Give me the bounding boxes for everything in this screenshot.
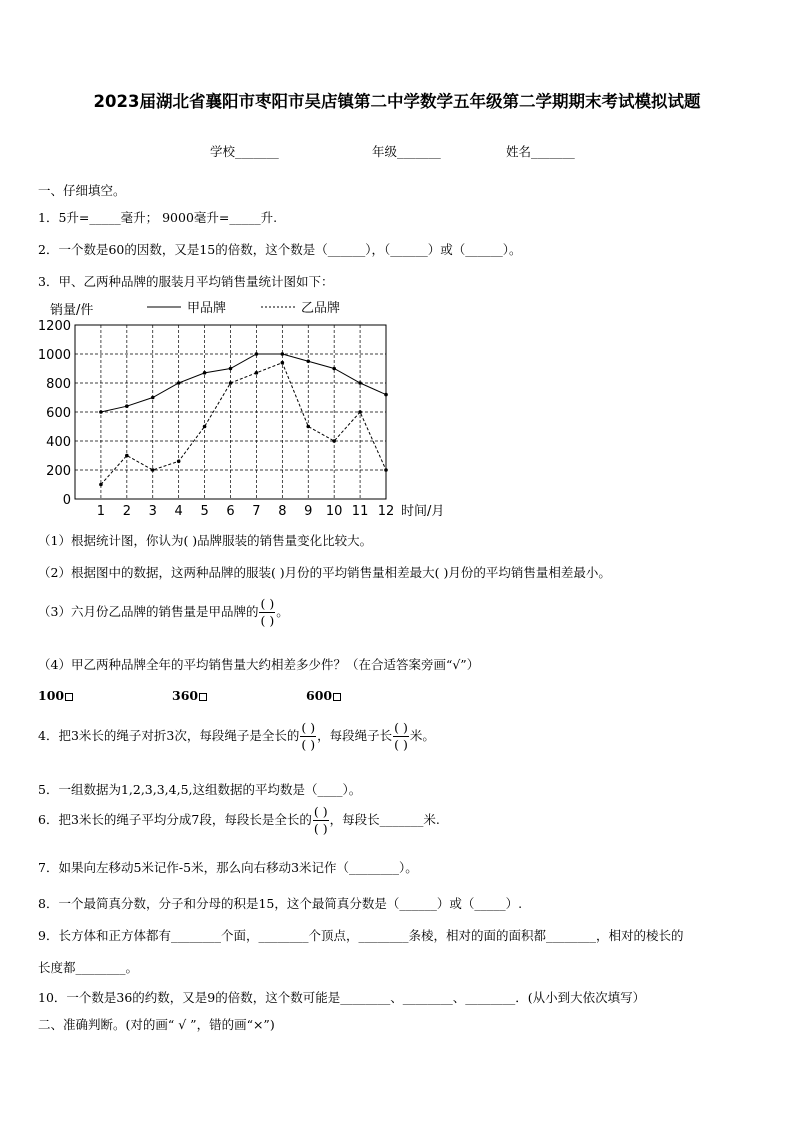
data-point bbox=[151, 468, 155, 472]
data-point bbox=[332, 367, 336, 371]
data-point bbox=[229, 381, 233, 385]
series-line-2 bbox=[101, 363, 386, 485]
name-field: 姓名_______ bbox=[506, 144, 575, 159]
y-tick-label: 800 bbox=[46, 377, 71, 392]
question-9-cont: 长度都________。 bbox=[38, 960, 139, 975]
question-8: 8．一个最简真分数，分子和分母的积是15，这个最简真分数是（______）或（_____）. bbox=[38, 896, 523, 911]
option-360: 360 bbox=[172, 688, 207, 703]
checkbox-100[interactable] bbox=[65, 693, 73, 701]
question-3-2: （2）根据图中的数据，这两种品牌的服装( )月份的平均销售量相差最大( )月份的平均销售量相差最小。 bbox=[38, 565, 611, 580]
data-point bbox=[203, 425, 207, 429]
data-point bbox=[358, 410, 362, 414]
x-tick-label: 1 bbox=[96, 504, 106, 519]
y-tick-label: 400 bbox=[46, 435, 71, 450]
data-point bbox=[358, 381, 362, 385]
data-point bbox=[177, 381, 181, 385]
question-3-3: （3）六月份乙品牌的销售量是甲品牌的 $\frac{( )}{( )}$ 。 bbox=[38, 596, 289, 628]
question-1: 1．5升=_____毫升； 9000毫升=_____升. bbox=[38, 210, 278, 225]
data-point bbox=[125, 454, 129, 458]
question-9: 9．长方体和正方体都有________个面，________个顶点，________条棱，相对的面的面积都________，相对的棱长的 bbox=[38, 928, 684, 943]
x-tick-label: 4 bbox=[174, 504, 183, 519]
data-point bbox=[99, 483, 103, 487]
y-tick-label: 0 bbox=[62, 493, 71, 508]
data-point bbox=[125, 404, 129, 408]
x-tick-label: 2 bbox=[122, 504, 131, 519]
x-tick-label: 6 bbox=[226, 504, 235, 519]
data-point bbox=[255, 371, 259, 375]
blank-fraction: $\frac{( )}{( )}$ bbox=[313, 804, 328, 836]
x-tick-label: 9 bbox=[304, 504, 313, 519]
x-axis-label: 时间/月 bbox=[401, 504, 445, 519]
x-tick-label: 11 bbox=[351, 504, 369, 519]
question-4: 4．把3米长的绳子对折3次，每段绳子是全长的 $\frac{( )}{( )}$ ，每段绳子长 $\frac{( )}{( )}$ 米。 bbox=[38, 720, 435, 752]
data-point bbox=[99, 410, 103, 414]
data-point bbox=[229, 367, 233, 371]
data-point bbox=[306, 359, 310, 363]
page-title: 2023届湖北省襄阳市枣阳市吴店镇第二中学数学五年级第二学期期末考试模拟试题 bbox=[93, 92, 701, 111]
question-3-4: （4）甲乙两种品牌全年的平均销售量大约相差多少件？（在合适答案旁画“√”） bbox=[38, 657, 480, 672]
x-tick-label: 3 bbox=[148, 504, 157, 519]
data-point bbox=[281, 361, 285, 365]
data-point bbox=[203, 371, 207, 375]
question-5: 5．一组数据为1,2,3,3,4,5,这组数据的平均数是（____）。 bbox=[38, 782, 362, 797]
blank-fraction: $\frac{( )}{( )}$ bbox=[394, 720, 408, 752]
legend-label-2: 乙品牌 bbox=[301, 301, 341, 316]
section-2-heading: 二、准确判断。(对的画“ √ ”，错的画“×”) bbox=[38, 1017, 275, 1032]
y-tick-label: 1000 bbox=[37, 348, 71, 363]
question-6: 6．把3米长的绳子平均分成7段，每段长是全长的 $\frac{( )}{( )}$ ，每段长_______米. bbox=[38, 804, 440, 836]
series-line-1 bbox=[101, 354, 386, 412]
x-tick-label: 7 bbox=[252, 504, 261, 519]
y-tick-label: 1200 bbox=[37, 319, 71, 334]
data-point bbox=[384, 468, 388, 472]
checkbox-360[interactable] bbox=[199, 693, 207, 701]
y-axis-label: 销量/件 bbox=[50, 303, 94, 318]
data-point bbox=[332, 439, 336, 443]
question-3-1: （1）根据统计图，你认为( )品牌服装的销售量变化比较大。 bbox=[38, 533, 373, 548]
data-point bbox=[281, 352, 285, 356]
data-point bbox=[151, 396, 155, 400]
x-tick-label: 8 bbox=[278, 504, 287, 519]
question-2: 2．一个数是60的因数，又是15的倍数，这个数是（______），（______）或（______）。 bbox=[38, 242, 522, 257]
question-10: 10．一个数是36的约数，又是9的倍数，这个数可能是________、________、________．(从小到大依次填写） bbox=[38, 990, 646, 1005]
data-point bbox=[384, 393, 388, 397]
y-tick-label: 200 bbox=[46, 464, 71, 479]
blank-fraction: $\frac{( )}{( )}$ bbox=[301, 720, 316, 752]
x-tick-label: 5 bbox=[200, 504, 209, 519]
section-1-heading: 一、仔细填空。 bbox=[38, 183, 126, 198]
legend-label-1: 甲品牌 bbox=[187, 301, 227, 316]
option-600: 600 bbox=[306, 688, 341, 703]
sales-line-chart bbox=[30, 293, 470, 528]
x-tick-label: 12 bbox=[377, 504, 395, 519]
data-point bbox=[306, 425, 310, 429]
chart-legend bbox=[147, 300, 340, 316]
grade-field: 年级_______ bbox=[372, 144, 441, 159]
question-3: 3．甲、乙两种品牌的服装月平均销售量统计图如下： bbox=[38, 274, 334, 289]
question-7: 7．如果向左移动5米记作-5米，那么向右移动3米记作（________）。 bbox=[38, 860, 418, 875]
blank-fraction: $\frac{( )}{( )}$ bbox=[260, 596, 275, 628]
school-field: 学校_______ bbox=[210, 144, 279, 159]
checkbox-600[interactable] bbox=[333, 693, 341, 701]
data-point bbox=[177, 460, 181, 464]
x-tick-label: 10 bbox=[325, 504, 343, 519]
option-100: 100 bbox=[38, 688, 73, 703]
data-point bbox=[255, 352, 259, 356]
y-tick-label: 600 bbox=[46, 406, 71, 421]
